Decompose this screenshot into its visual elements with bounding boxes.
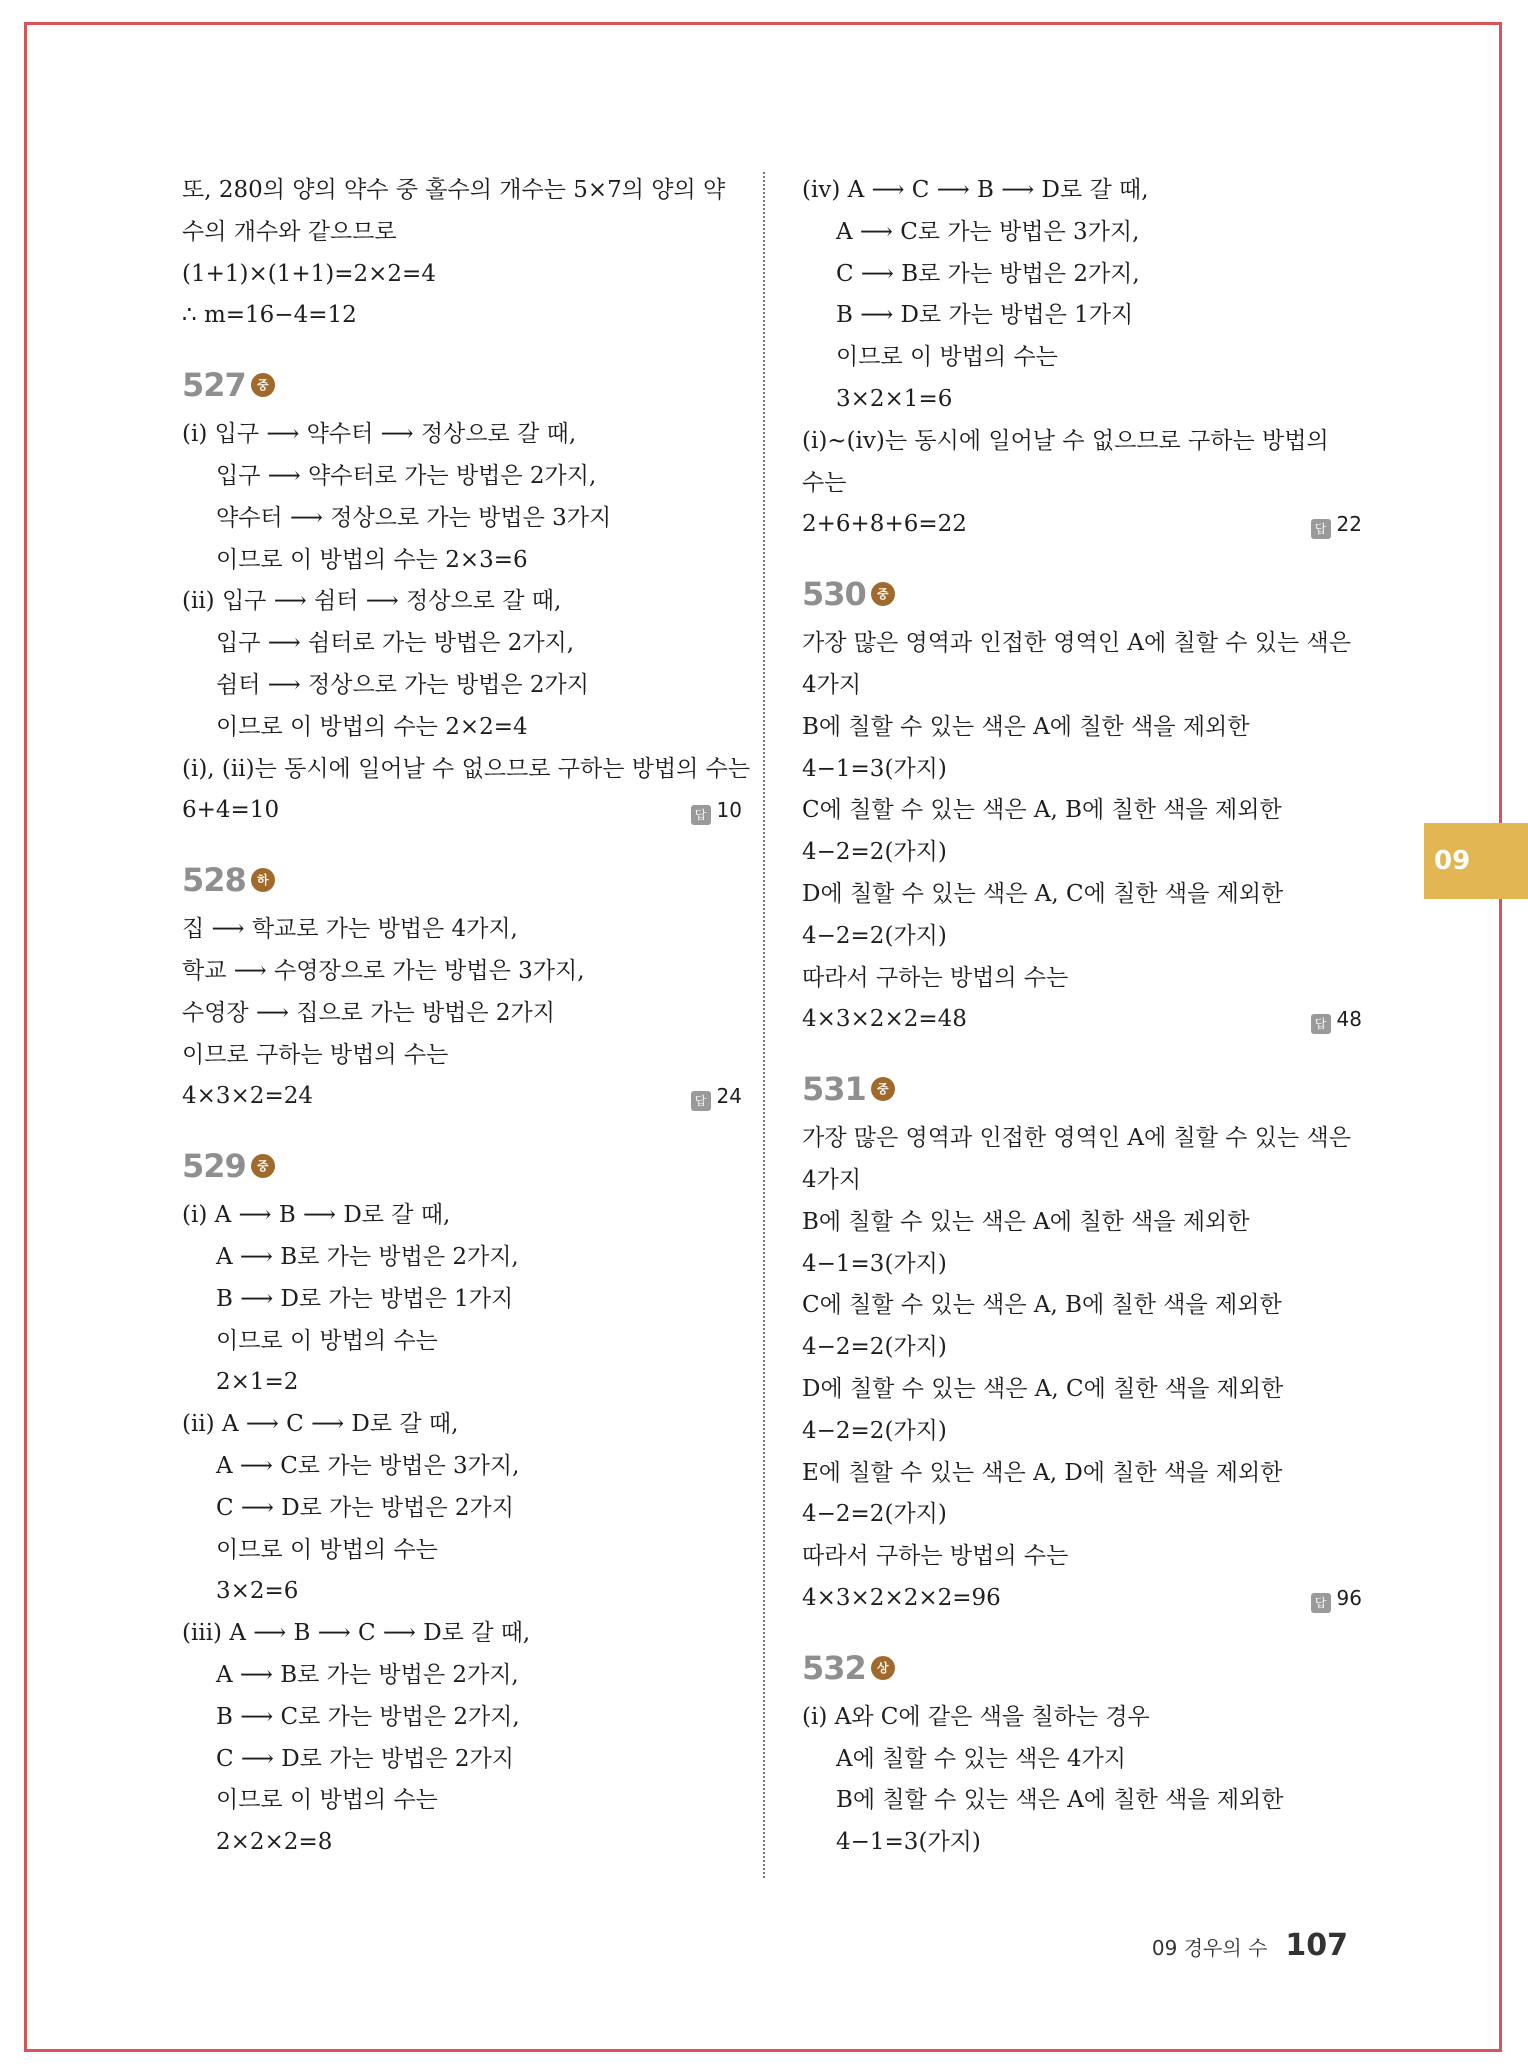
solution-text: D에 칠할 수 있는 색은 A, C에 칠한 색을 제외한 [802,880,1284,907]
solution-line [182,1195,742,1237]
footer-chapter-title: 09 경우의 수 [1151,1936,1268,1960]
answer-label [1311,504,1362,546]
solution-line [802,337,1362,379]
solution-line [802,254,1362,296]
right-column [802,170,1362,1864]
solution-text: 2×2×2=8 [216,1829,333,1856]
difficulty-badge: 중 [871,1077,895,1101]
solution-text: (ⅲ) A ⟶ B ⟶ C ⟶ D로 갈 때, [182,1620,531,1647]
solution-text: 또, 280의 양의 약수 중 홀수의 개수는 5×7의 양의 약 [182,177,726,203]
solution-text: A에 칠할 수 있는 색은 4가지 [836,1745,1126,1772]
solution-text: ∴ m=16−4=12 [182,302,357,329]
solution-text: 이므로 이 방법의 수는 2×2=4 [216,713,528,740]
solution-text: E에 칠할 수 있는 색은 A, D에 칠한 색을 제외한 [802,1459,1283,1486]
solution-text: (ⅱ) 입구 ⟶ 쉼터 ⟶ 정상으로 갈 때, [182,588,562,615]
difficulty-badge: 상 [871,1656,895,1680]
solution-text: (1+1)×(1+1)=2×2=4 [182,260,436,287]
solution-line [182,1697,742,1739]
solution-text: 가장 많은 영역과 인접한 영역인 A에 칠할 수 있는 색은 [802,630,1351,657]
solution-text: A ⟶ B로 가는 방법은 2가지, [216,1661,519,1688]
solution-line [182,1571,742,1613]
solution-text: 쉼터 ⟶ 정상으로 가는 방법은 2가지 [216,671,589,698]
solution-text: B ⟶ D로 가는 방법은 1가지 [216,1285,514,1312]
solution-text: 수영장 ⟶ 집으로 가는 방법은 2가지 [182,999,555,1026]
answer-value: 48 [1336,1007,1362,1032]
problem-number: 529 [182,1147,246,1186]
solution-line [182,1362,742,1404]
answer-icon: 답 [691,805,711,825]
problem-header [182,854,742,906]
solution-line [802,1780,1362,1822]
solution-line [802,707,1362,749]
solution-line [802,1697,1362,1739]
solution-text: 이므로 이 방법의 수는 2×3=6 [216,546,528,573]
solution-line [802,999,1362,1041]
solution-line [182,1822,742,1864]
solution-line [802,463,1362,505]
solution-line [182,1530,742,1572]
solution-line [182,1739,742,1781]
solution-line [182,540,742,582]
solution-line [802,295,1362,337]
solution-line [182,665,742,707]
solution-line [802,212,1362,254]
solution-line [182,498,742,540]
problem-header [802,568,1362,620]
solution-text: 수의 개수와 같으므로 [182,218,397,245]
solution-line [802,1118,1362,1160]
solution-text: 수는 [802,469,847,496]
solution-line [802,1578,1362,1620]
solution-line [802,665,1362,707]
page-number: 107 [1285,1928,1348,1963]
solution-text: A ⟶ C로 가는 방법은 3가지, [836,218,1140,245]
solution-line [182,1321,742,1363]
solution-text: B ⟶ C로 가는 방법은 2가지, [216,1703,520,1730]
solution-text: 4−1=3(가지) [836,1829,981,1856]
solution-line [182,909,742,951]
solution-text: 2+6+8+6=22 [802,511,967,538]
solution-line [182,1655,742,1697]
solution-line [182,295,742,337]
solution-line [182,1446,742,1488]
answer-label [691,790,742,832]
solution-line [802,504,1362,546]
answer-value: 22 [1336,512,1362,537]
answer-icon: 답 [691,1091,711,1111]
solution-line [182,1404,742,1446]
solution-text: 6+4=10 [182,797,280,824]
solution-line [802,1411,1362,1453]
solution-line [802,379,1362,421]
solution-line [802,916,1362,958]
solution-text: 입구 ⟶ 쉼터로 가는 방법은 2가지, [216,630,575,657]
difficulty-badge: 하 [251,868,275,892]
chapter-tab[interactable]: 09 [1424,823,1528,899]
solution-line [802,832,1362,874]
answer-label [1311,999,1362,1041]
answer-label [1311,1578,1362,1620]
solution-text: 4가지 [802,671,862,698]
page-footer [1152,1928,1348,1963]
answer-value: 10 [716,798,742,823]
solution-line [182,623,742,665]
problem-number: 532 [802,1648,866,1687]
solution-line [802,1453,1362,1495]
solution-line [182,1613,742,1655]
solution-text: (ⅱ) A ⟶ C ⟶ D로 갈 때, [182,1411,459,1438]
difficulty-badge: 중 [251,373,275,397]
solution-text: (ⅳ) A ⟶ C ⟶ B ⟶ D로 갈 때, [802,177,1149,203]
solution-text: B ⟶ D로 가는 방법은 1가지 [836,302,1134,329]
solution-line [802,790,1362,832]
solution-text: 이므로 이 방법의 수는 [216,1787,438,1814]
solution-line [802,1244,1362,1286]
left-column [182,170,751,1864]
solution-line [182,254,742,296]
solution-line [182,1279,742,1321]
solution-line [802,1285,1362,1327]
solution-line [182,212,742,254]
solution-text: 이므로 이 방법의 수는 [216,1327,438,1354]
problem-number: 530 [802,575,866,614]
solution-text: 4×3×2×2×2=96 [802,1584,1001,1611]
solution-text: (ⅰ) 입구 ⟶ 약수터 ⟶ 정상으로 갈 때, [182,421,577,448]
solution-text: A ⟶ C로 가는 방법은 3가지, [216,1452,520,1479]
solution-text: 학교 ⟶ 수영장으로 가는 방법은 3가지, [182,957,585,984]
solution-text: 4−2=2(가지) [802,839,947,866]
solution-line [802,1739,1362,1781]
solution-text: C에 칠할 수 있는 색은 A, B에 칠한 색을 제외한 [802,797,1282,824]
solution-text: B에 칠할 수 있는 색은 A에 칠한 색을 제외한 [802,1208,1250,1235]
solution-line [802,1494,1362,1536]
solution-text: 4−1=3(가지) [802,1250,947,1277]
solution-line [802,1327,1362,1369]
solution-line [182,707,742,749]
solution-text: 이므로 구하는 방법의 수는 [182,1041,449,1068]
solution-text: 3×2=6 [216,1578,299,1605]
answer-icon: 답 [1311,1014,1331,1034]
solution-text: (ⅰ), (ⅱ)는 동시에 일어날 수 없으므로 구하는 방법의 수는 [182,755,751,782]
solution-line [182,1780,742,1822]
column-divider [763,172,765,1878]
solution-line [182,581,742,623]
solution-text: 4×3×2=24 [182,1083,313,1110]
problem-number: 528 [182,861,246,900]
problem-number: 527 [182,366,246,405]
solution-text: C ⟶ D로 가는 방법은 2가지 [216,1745,514,1772]
problem-header [802,1063,1362,1115]
difficulty-badge: 중 [871,582,895,606]
solution-text: 가장 많은 영역과 인접한 영역인 A에 칠할 수 있는 색은 [802,1125,1351,1152]
answer-value: 24 [716,1084,742,1109]
solution-text: 집 ⟶ 학교로 가는 방법은 4가지, [182,916,518,943]
solution-line [182,170,742,212]
solution-line [182,951,742,993]
solution-line [182,456,742,498]
solution-line [182,1035,742,1077]
solution-text: (ⅰ) A와 C에 같은 색을 칠하는 경우 [802,1703,1150,1730]
solution-line [802,170,1362,212]
solution-text: 이므로 이 방법의 수는 [836,344,1058,371]
solution-text: 2×1=2 [216,1369,299,1396]
solution-text: 4−2=2(가지) [802,1501,947,1528]
solution-text: 따라서 구하는 방법의 수는 [802,1543,1069,1570]
solution-text: B에 칠할 수 있는 색은 A에 칠한 색을 제외한 [802,713,1250,740]
solution-text: 4−2=2(가지) [802,1417,947,1444]
solution-text: B에 칠할 수 있는 색은 A에 칠한 색을 제외한 [836,1787,1284,1814]
solution-text: 3×2×1=6 [836,385,953,412]
solution-text: 약수터 ⟶ 정상으로 가는 방법은 3가지 [216,504,612,531]
solution-text: 4−1=3(가지) [802,755,947,782]
solution-text: C ⟶ B로 가는 방법은 2가지, [836,260,1140,287]
solution-line [182,993,742,1035]
solution-line [182,1076,742,1118]
problem-header [182,359,742,411]
solution-line [182,414,742,456]
solution-line [802,1822,1362,1864]
solution-text: C에 칠할 수 있는 색은 A, B에 칠한 색을 제외한 [802,1292,1282,1319]
solution-line [802,874,1362,916]
solution-line [802,749,1362,791]
solution-text: D에 칠할 수 있는 색은 A, C에 칠한 색을 제외한 [802,1375,1284,1402]
solution-line [182,1237,742,1279]
solution-text: 4−2=2(가지) [802,922,947,949]
solution-line [802,1202,1362,1244]
solution-line [182,790,742,832]
solution-line [182,1488,742,1530]
solution-text: A ⟶ B로 가는 방법은 2가지, [216,1243,519,1270]
solution-text: 따라서 구하는 방법의 수는 [802,964,1069,991]
answer-value: 96 [1336,1585,1362,1610]
solution-text: 4−2=2(가지) [802,1334,947,1361]
solution-line [802,623,1362,665]
solution-line [802,1369,1362,1411]
problem-header [182,1140,742,1192]
solution-text: (ⅰ) A ⟶ B ⟶ D로 갈 때, [182,1202,451,1229]
solution-text: (ⅰ)~(ⅳ)는 동시에 일어날 수 없으므로 구하는 방법의 [802,427,1329,454]
solution-text: 이므로 이 방법의 수는 [216,1536,438,1563]
answer-icon: 답 [1311,519,1331,539]
solution-line [802,1536,1362,1578]
solution-text: 4가지 [802,1166,862,1193]
solution-text: C ⟶ D로 가는 방법은 2가지 [216,1494,514,1521]
solution-line [182,749,751,791]
solution-line [802,958,1362,1000]
answer-icon: 답 [1311,1593,1331,1613]
solution-line [802,1160,1362,1202]
answer-label [691,1076,742,1118]
problem-header [802,1642,1362,1694]
solution-line [802,421,1362,463]
solution-text: 4×3×2×2=48 [802,1006,967,1033]
problem-number: 531 [802,1070,866,1109]
solution-text: 입구 ⟶ 약수터로 가는 방법은 2가지, [216,462,597,489]
difficulty-badge: 중 [251,1154,275,1178]
